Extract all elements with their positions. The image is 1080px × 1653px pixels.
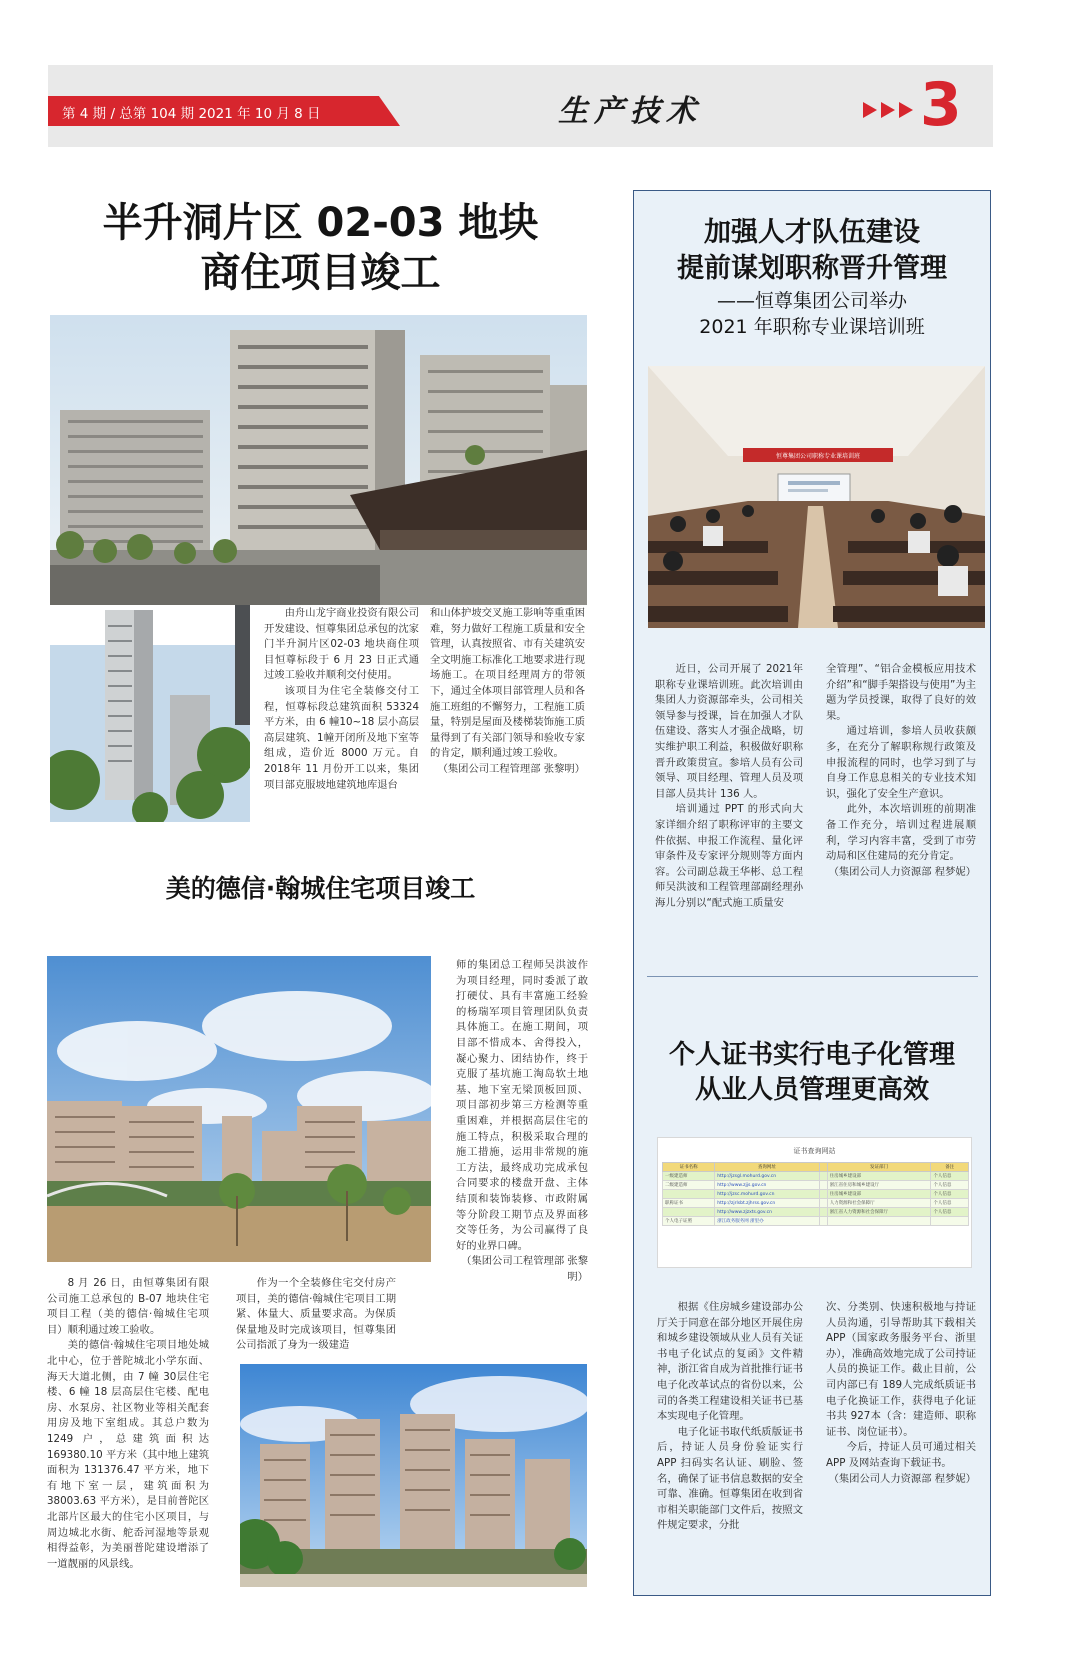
residential-complex-landscape-photo — [47, 956, 431, 1262]
article3-signature: （集团公司人力资源部 程梦妮） — [828, 865, 976, 878]
training-classroom-photo — [648, 366, 985, 628]
article1-paragraph-3: 和山体护坡交叉施工影响等重重困难，努力做好工程施工质量和安全管理，认真按照省、市有关建筑安全文明施工标准化工地要求进行现场施工。在项目经理周方的带领下，通过全体项目部管理人员和各施工班组的不懈努力，工程施工质量，特别是屋面及楼梯装饰施工质量得到了有关部门领导和验收专家的肯定，顺利通过竣工验收。 — [430, 607, 585, 760]
certificate-table-cell — [819, 1190, 827, 1199]
article3-paragraph-4: 通过培训，参培人员收获颇多，在充分了解职称规行政策及申报流程的同时，也学习到了与自身工作息息相关的专业技术知识，强化了安全生产意识。 — [826, 725, 976, 800]
certificate-table-header: 证书名称 — [663, 1163, 715, 1172]
certificate-table-cell — [819, 1181, 827, 1190]
certificate-table-cell: http://jzsc.mohurd.gov.cn — [715, 1190, 819, 1199]
section-name: 生产技术 — [558, 94, 702, 129]
sidebar-divider — [647, 976, 978, 977]
certificate-table-row — [663, 1208, 969, 1217]
article3-column-1 — [655, 662, 803, 947]
certificate-table-row — [663, 1181, 969, 1190]
article3-title-line2: 提前谋划职称晋升管理 — [677, 253, 947, 284]
article2-paragraph-right: 师的集团总工程师吴洪波作为项目经理，同时委派了敢打硬仗、具有丰富施工经验的杨瑞军项目管理团队负责具体施工。在施工期间，项目部不惜成本、舍得投入，凝心聚力、团结协作，终于克服了基坑施工淘岛软土地基、地下室无梁顶板回顶、项目部初步第三方检测等重重困难，并根据高层住宅的施工特点，积极采取合理的施工措施，运用非常规的施工方法，最终成功完成承包合同要求的楼盘开盘、主体结顶和装饰装修、市政附属等分阶段工期节点及界面移交等任务，为公司赢得了良好的业界口碑。 — [456, 959, 588, 1252]
certificate-table-cell: 人力资源和社会保障厅 — [827, 1199, 931, 1208]
certificate-table-cell — [819, 1208, 827, 1217]
certificate-table-cell: http://jzsgl.mohurd.gov.cn — [715, 1172, 819, 1181]
certificate-table-cell: 个人信息 — [931, 1190, 969, 1199]
certificate-table — [662, 1162, 969, 1226]
article3-title-line1: 加强人才队伍建设 — [704, 217, 920, 248]
apartment-buildings-photo — [50, 315, 587, 605]
certificate-table-cell: 浙江省人力资源和社会保障厅 — [827, 1208, 931, 1217]
article1-paragraph-2: 该项目为住宅全装修交付工程，恒尊标段总建筑面积 53324 平方米，由 6 幢10~18 层小高层高层建筑、1幢开闭所及地下室等组成，造价近 8000 万元。自 2018年 11 月份开工以来，集团项目部克服坡地建筑地库退台 — [264, 684, 419, 791]
issue-date-line: 第 4 期 / 总第 104 期 2021 年 10 月 8 日 — [62, 106, 321, 122]
certificate-table-cell: 浙江政务服务网 浙里办 — [715, 1217, 819, 1226]
certificate-table-cell: 个人信息 — [931, 1208, 969, 1217]
certificate-table-header: 备注 — [931, 1163, 969, 1172]
certificate-table-cell: 住房城乡建设部 — [827, 1190, 931, 1199]
article4-paragraph-4: 今后，持证人员可通过相关 APP 及网站查询下载证书。 — [826, 1441, 976, 1469]
certificate-table-cell — [663, 1190, 715, 1199]
article4-paragraph-2: 电子化证书取代纸质版证书后，持证人员身份验证实行 APP 扫码实名认证、刷脸、签名，确保了证书信息数据的安全可靠、准确。恒尊集团在收到省市相关职能部门文件后，按照文件规定要求，分批 — [657, 1425, 803, 1532]
certificate-table-cell: 住房城乡建设部 — [827, 1172, 931, 1181]
certificate-table-header: 查询网址 — [715, 1163, 819, 1172]
article3-paragraph-3: 全管理”、“铝合金模板应用技术介绍”和“脚手架搭设与使用”为主题为学员授课，取得了良好的效果。 — [826, 663, 976, 722]
article3-paragraph-1: 近日，公司开展了 2021年职称专业课培训班。此次培训由集团人力资源部牵头，公司相关领导参与授课，旨在加强人才队伍建设、落实人才强企战略，切实维护职工利益，积极做好职称晋升政策贯宣。参培人员有公司领导、项目经理、管理人员及项目部人员共计 136 人。 — [655, 663, 803, 800]
article3-paragraph-5: 此外，本次培训班的前期准备工作充分，培训过程进展顺利，学习内容丰富，受到了市劳动局和区住建局的充分肯定。 — [826, 803, 976, 863]
article4-column-1 — [657, 1300, 803, 1590]
article4-title-line2: 从业人员管理更高效 — [694, 1075, 929, 1105]
article3-paragraph-2: 培训通过 PPT 的形式向大家详细介绍了职称评审的主要文件依据、申报工作流程、量化评审条件及专家评分规则等方面内容。公司副总裁王华彬、总工程师吴洪波和工程管理部副经理孙海儿分别以“配式施工质量安 — [655, 803, 803, 909]
certificate-table-cell: 职称证书 — [663, 1199, 715, 1208]
certificate-table-row — [663, 1199, 969, 1208]
page-number: 3 — [920, 70, 962, 140]
article1-title-line2: 商住项目竣工 — [200, 250, 441, 296]
certificate-table-cell: http://zjrlsbt.zjhrss.gov.cn — [715, 1199, 819, 1208]
certificate-table-cell: http://www.zjjs.gov.cn — [715, 1181, 819, 1190]
article4-signature: （集团公司人力资源部 程梦妮） — [828, 1472, 976, 1485]
article2-column-a — [47, 1276, 209, 1586]
screen-banner-text: 恒尊集团公司职称专业课培训班 — [775, 453, 861, 460]
certificate-table-cell: http://www.zjzxts.gov.cn — [715, 1208, 819, 1217]
article2-column-b — [236, 1276, 396, 1356]
article3-subtitle-line1: ——恒尊集团公司举办 — [716, 290, 907, 312]
article2-title: 美的德信·翰城住宅项目竣工 — [165, 874, 476, 903]
certificate-table-cell — [819, 1217, 827, 1226]
certificate-table-cell — [931, 1217, 969, 1226]
certificate-table-cell: 个人信息 — [931, 1181, 969, 1190]
certificate-table-cell — [819, 1199, 827, 1208]
article2-paragraph-2: 美的德信·翰城住宅项目地处城北中心，位于普陀城北小学东面、海天大道北侧，由 7 幢 30层住宅楼、6 幢 18 层高层住宅楼、配电房、水泵房、社区物业等相关配套用房及地下室组成。其总户数为 1249 户，总建筑面积达 169380.10 平方米（其中地上建筑面积为 131376.47 平方米，地下有地下室一层，建筑面积为38003.63 平方米），是目前普陀区北部片区最大的住宅小区项目，与周边城北水街、舵岙河湿地等景观相得益彰，为美丽普陀建设增添了一道靓丽的风景线。 — [47, 1339, 209, 1570]
article2-paragraph-1: 8 月 26 日，由恒尊集团有限公司施工总承包的 B-07 地块住宅项目工程（美的德信·翰城住宅项目）顺利通过竣工验收。 — [47, 1277, 209, 1336]
article1-title-line1: 半升洞片区 02-03 地块 — [102, 200, 539, 246]
article2-signature: （集团公司工程管理部 张黎明） — [461, 1255, 588, 1283]
certificate-table-title: 证书查询网站 — [793, 1147, 836, 1155]
article4-column-2 — [826, 1300, 976, 1590]
certificate-table-row — [663, 1217, 969, 1226]
certificate-table-cell: 浙江省住房和城乡建设厅 — [827, 1181, 931, 1190]
triple-arrow-icon — [863, 97, 923, 123]
article2-paragraph-3: 作为一个全装修住宅交付房产项目，美的德信·翰城住宅项目工期紧、体量大、质量要求高。为保质保量地及时完成该项目，恒尊集团公司指派了身为一级建造 — [236, 1277, 396, 1352]
page-header-band — [48, 65, 993, 147]
article4-title-line1: 个人证书实行电子化管理 — [668, 1040, 955, 1070]
article1-column-2 — [430, 606, 585, 826]
certificate-table-cell: 个人信息 — [931, 1172, 969, 1181]
article2-column-right — [456, 958, 588, 1353]
high-rise-tower-photo — [50, 605, 250, 822]
certificate-table-row — [663, 1190, 969, 1199]
article4-paragraph-1: 根据《住房城乡建设部办公厅关于同意在部分地区开展住房和城乡建设领域从业人员有关证书电子化试点的复函》文件精神，浙江省自成为首批推行证书电子化改革试点的省份以来，公司的各类工程建设相关证书已基本实现电子化管理。 — [657, 1301, 803, 1423]
certificate-table-cell: 一级建造师 — [663, 1172, 715, 1181]
certificate-table-cell: 个人电子证照 — [663, 1217, 715, 1226]
article3-column-2 — [826, 662, 976, 932]
article1-signature: （集团公司工程管理部 张黎明） — [437, 762, 585, 775]
certificate-table-cell — [663, 1208, 715, 1217]
residential-towers-photo — [240, 1364, 587, 1587]
certificate-table-header: 发证部门 — [827, 1163, 931, 1172]
certificate-table-cell: 个人信息 — [931, 1199, 969, 1208]
certificate-table-header — [819, 1163, 827, 1172]
certificate-table-row — [663, 1172, 969, 1181]
article1-paragraph-1: 由舟山龙宇商业投资有限公司开发建设、恒尊集团总承包的沈家门半升洞片区02-03 地块商住项目恒尊标段于 6 月 23 日正式通过竣工验收并顺利交付使用。 — [264, 607, 419, 682]
article3-subtitle-line2: 2021 年职称专业课培训班 — [699, 316, 925, 338]
certificate-query-table-image — [657, 1137, 972, 1268]
certificate-table-cell — [819, 1172, 827, 1181]
article4-paragraph-3: 次、分类别、快速积极地与持证人员沟通，引导帮助其下载相关 APP（国家政务服务平台、浙里办），准确高效地完成了公司持证人员的换证工作。截止目前，公司内部已有 189人完成纸质证书电子化换证工作，获得电子化证书共 927本（含：建造师、职称证书、岗位证书）。 — [826, 1301, 976, 1438]
article1-column-1 — [264, 606, 419, 818]
certificate-table-cell: 二级建造师 — [663, 1181, 715, 1190]
certificate-table-cell — [827, 1217, 931, 1226]
